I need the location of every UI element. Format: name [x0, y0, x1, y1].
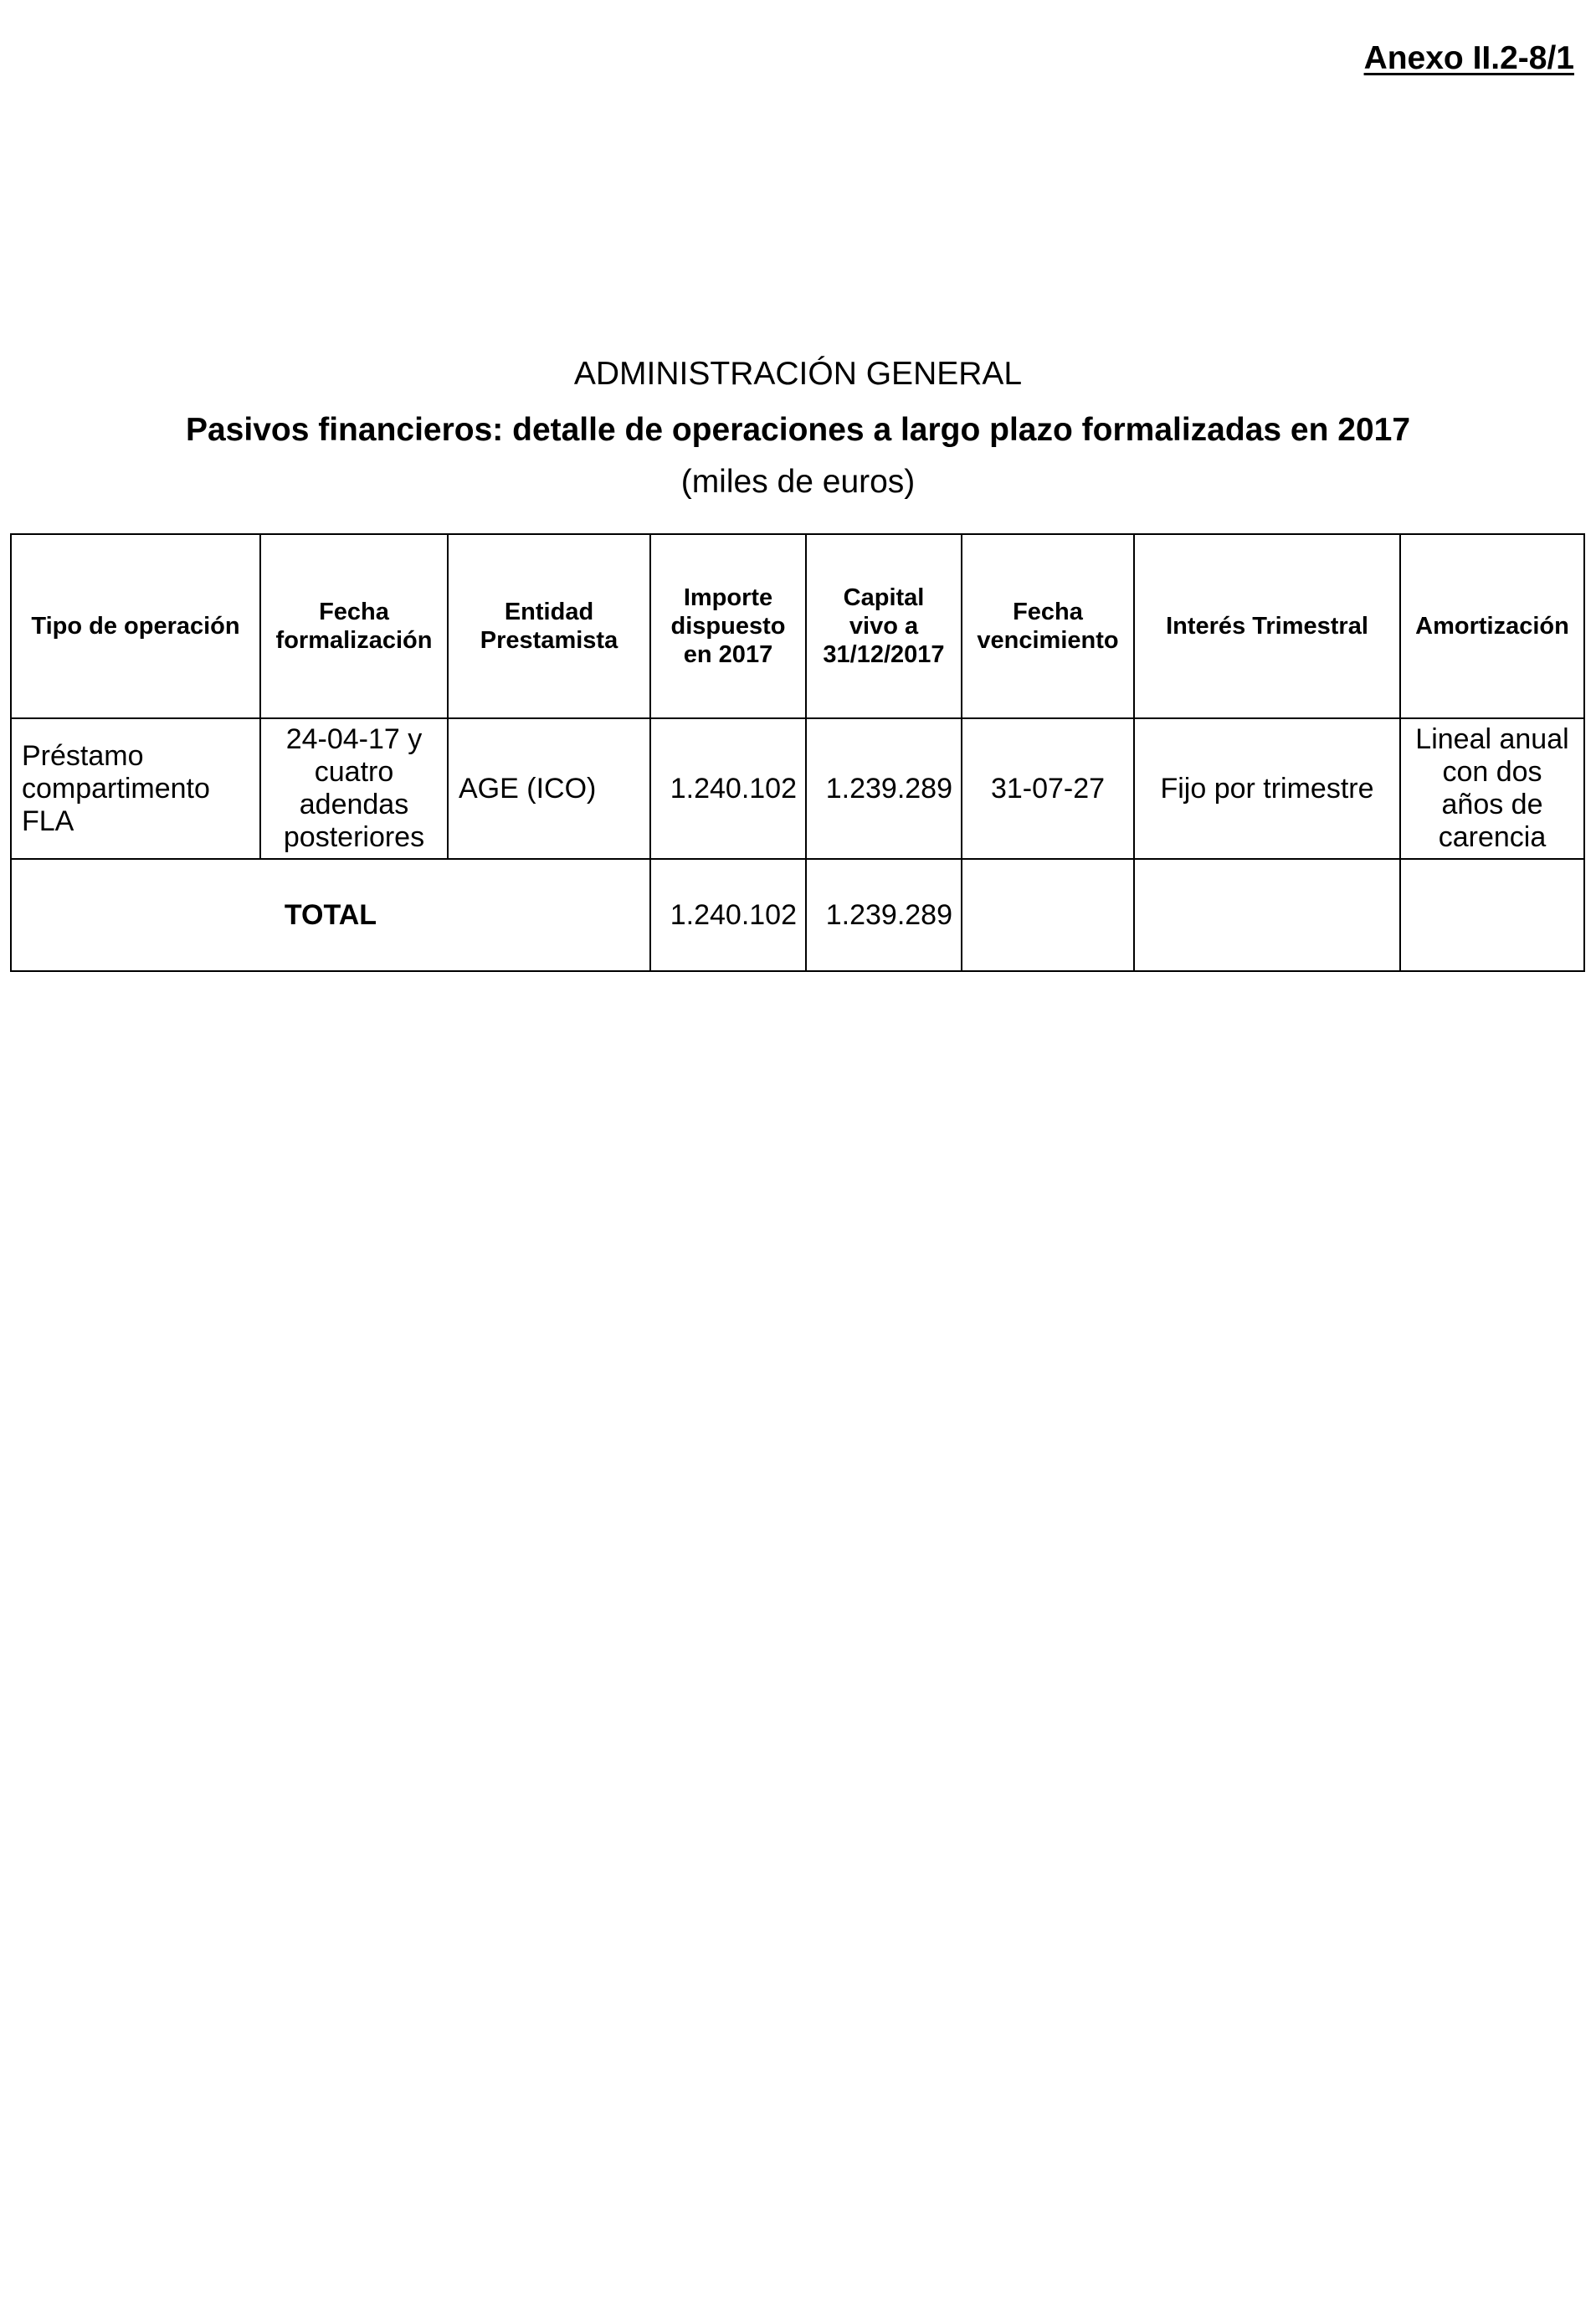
cell-fecha-formalizacion: 24-04-17 y cuatro adendas posteriores	[260, 718, 448, 859]
cell-capital-vivo: 1.239.289	[806, 718, 962, 859]
total-empty-fecha-vencimiento	[962, 859, 1134, 971]
cell-tipo-operacion: Préstamo compartimento FLA	[11, 718, 260, 859]
total-empty-interes	[1134, 859, 1400, 971]
cell-importe-dispuesto: 1.240.102	[650, 718, 806, 859]
header-tipo-operacion: Tipo de operación	[11, 534, 260, 718]
cell-fecha-vencimiento: 31-07-27	[962, 718, 1134, 859]
cell-entidad-prestamista: AGE (ICO)	[448, 718, 650, 859]
header-interes-trimestral: Interés Trimestral	[1134, 534, 1400, 718]
page-subtitle: Pasivos financieros: detalle de operaciones a largo plazo formalizadas en 2017	[185, 412, 1411, 448]
total-capital-vivo: 1.239.289	[806, 859, 962, 971]
header-fecha-vencimiento: Fecha vencimiento	[962, 534, 1134, 718]
header-capital-vivo: Capital vivo a 31/12/2017	[806, 534, 962, 718]
total-empty-amortizacion	[1400, 859, 1584, 971]
total-importe-dispuesto: 1.240.102	[650, 859, 806, 971]
annex-label: Anexo II.2-8/1	[1363, 40, 1574, 76]
title-block	[0, 352, 1596, 505]
operations-table	[10, 533, 1585, 972]
cell-interes-trimestral: Fijo por trimestre	[1134, 718, 1400, 859]
cell-amortizacion: Lineal anual con dos años de carencia	[1400, 718, 1584, 859]
header-fecha-formalizacion: Fecha formalización	[260, 534, 448, 718]
page-title: ADMINISTRACIÓN GENERAL	[573, 356, 1023, 392]
units-note: (miles de euros)	[680, 464, 916, 500]
header-amortizacion: Amortización	[1400, 534, 1584, 718]
total-label: TOTAL	[11, 859, 650, 971]
header-importe-dispuesto: Importe dispuesto en 2017	[650, 534, 806, 718]
table-header-row	[11, 534, 1584, 718]
table-row	[11, 718, 1584, 859]
total-row	[11, 859, 1584, 971]
header-entidad-prestamista: Entidad Prestamista	[448, 534, 650, 718]
